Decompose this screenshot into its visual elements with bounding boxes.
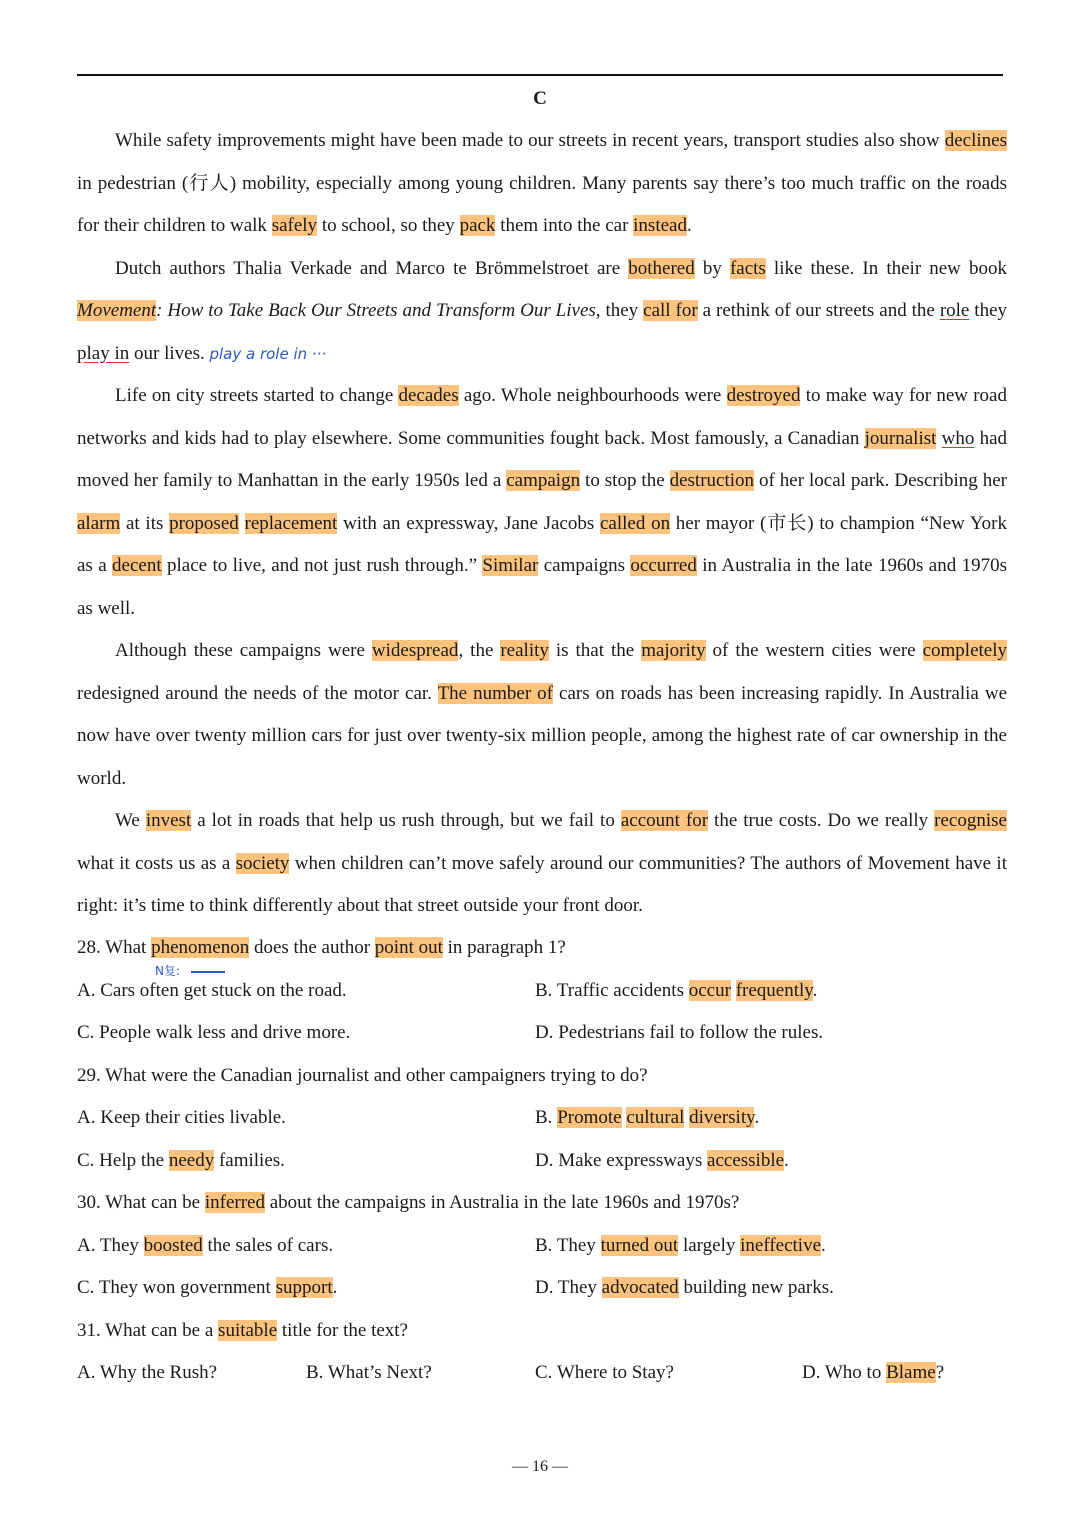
highlight: advocated xyxy=(601,1277,679,1298)
highlight: pack xyxy=(459,215,496,236)
option-29b: B. Promote cultural diversity. xyxy=(535,1107,760,1128)
highlight: diversity xyxy=(689,1107,755,1128)
paragraph-2: Dutch authors Thalia Verkade and Marco te Brömmelstroet are bothered by facts like these. In their new book Movement: How to Take Back Our Streets and Transform Our Lives, they call for a rethink of our streets and the role they play in our lives. play a role in ··· xyxy=(77,257,1008,364)
handwritten-note: play a role in ··· xyxy=(209,344,327,363)
option-31d: D. Who to Blame? xyxy=(802,1362,945,1383)
paragraph-4: Although these campaigns were widespread, the reality is that the majority of the western cities were completely redesigned around the needs of the motor car. The number of cars on roads has been increasing rapidly. In Australia we now have over twenty million cars for just over twenty-six million people, among the highest rate of car ownership in the world. xyxy=(77,640,1008,789)
highlight: declines xyxy=(944,130,1007,151)
highlight: decades xyxy=(398,385,459,406)
highlight: occur xyxy=(688,980,731,1001)
highlight: occurred xyxy=(630,555,697,576)
highlight: account for xyxy=(620,810,709,831)
option-30b: B. They turned out largely ineffective. xyxy=(535,1235,826,1256)
highlight: bothered xyxy=(628,257,695,279)
highlight: widespread xyxy=(371,640,459,661)
highlight: point out xyxy=(374,937,443,958)
highlight: completely xyxy=(922,640,1008,661)
highlight: Similar xyxy=(482,555,539,576)
highlight: society xyxy=(235,852,290,874)
handwritten-note: N复: xyxy=(155,964,181,978)
option-28b: B. Traffic accidents occur frequently. xyxy=(535,980,818,1001)
section-title: C xyxy=(533,88,547,109)
option-28c: C. People walk less and drive more. xyxy=(77,1022,351,1043)
option-31c: C. Where to Stay? xyxy=(535,1362,674,1383)
option-29c: C. Help the needy families. xyxy=(77,1150,285,1171)
highlight: Blame xyxy=(886,1362,936,1383)
question-28: 28. What phenomenon does the author point out in paragraph 1? xyxy=(77,937,566,958)
highlight: needy xyxy=(168,1150,215,1171)
underline: role xyxy=(939,300,970,321)
highlight: The number of xyxy=(437,682,553,704)
option-30a: A. They boosted the sales of cars. xyxy=(77,1235,334,1256)
paragraph-1: While safety improvements might have been made to our streets in recent years, transport studies also show declines in pedestrian (行人) mobility, especially among young children. Many parents say there’s too much traffic on the roads for their children to walk safely to school, so they pack them into the car instead. xyxy=(77,130,1007,236)
highlight: facts xyxy=(729,257,766,279)
question-31: 31. What can be a suitable title for the text? xyxy=(77,1320,408,1341)
highlight: accessible xyxy=(707,1150,785,1171)
highlight: alarm xyxy=(77,512,121,534)
highlight: replacement xyxy=(244,512,338,534)
option-31b: B. What’s Next? xyxy=(306,1362,432,1383)
highlight: safely xyxy=(271,215,318,236)
highlight: suitable xyxy=(218,1320,278,1341)
highlight: call for xyxy=(643,300,698,321)
highlight: reality xyxy=(500,640,549,661)
top-rule xyxy=(77,74,1003,76)
highlight: recognise xyxy=(934,810,1007,831)
underline: who xyxy=(941,427,975,449)
highlight: invest xyxy=(145,810,192,831)
paragraph-3: Life on city streets started to change decades ago. Whole neighbourhoods were destroyed to make way for new road networks and kids had to play elsewhere. Some communities fought back. Most famously, a Canadian journalist who had moved her family to Manhattan in the early 1950s led a campaign to stop the destruction of her local park. Describing her alarm at its proposed replacement with an expressway, Jane Jacobs called on her mayor (市长) to champion “New York as a decent place to live, and not just rush through.” Similar campaigns occurred in Australia in the late 1960s and 1970s as well. xyxy=(77,385,1007,619)
question-30: 30. What can be inferred about the campaigns in Australia in the late 1960s and 1970s? xyxy=(77,1192,740,1213)
underline: play in xyxy=(77,342,130,364)
highlight: proposed xyxy=(169,512,239,534)
highlight: inferred xyxy=(204,1192,265,1213)
book-title-highlight: Movement xyxy=(77,300,157,321)
highlight: cultural xyxy=(626,1107,685,1128)
page-number: — 16 — xyxy=(512,1458,568,1475)
option-29a: A. Keep their cities livable. xyxy=(77,1107,286,1128)
highlight: ineffective xyxy=(740,1235,822,1256)
paragraph-5: We invest a lot in roads that help us rush through, but we fail to account for the true costs. Do we really recognise what it costs us as a society when children can’t move safely around our communities? The authors of Movement have it right: it’s time to think differently about that street outside your front door. xyxy=(77,810,1007,916)
highlight: decent xyxy=(112,555,162,576)
highlight: called on xyxy=(599,512,671,534)
option-29d: D. Make expressways accessible. xyxy=(535,1150,789,1171)
highlight: destruction xyxy=(669,470,755,491)
option-28d: D. Pedestrians fail to follow the rules. xyxy=(535,1022,824,1043)
highlight: Promote xyxy=(557,1107,622,1128)
highlight: journalist xyxy=(864,427,937,449)
option-31a: A. Why the Rush? xyxy=(77,1362,218,1383)
highlight: destroyed xyxy=(726,385,801,406)
highlight: support xyxy=(275,1277,333,1298)
highlight: turned out xyxy=(600,1235,679,1256)
option-30c: C. They won government support. xyxy=(77,1277,338,1298)
highlight: campaign xyxy=(506,470,581,491)
highlight: frequently xyxy=(735,980,813,1001)
option-30d: D. They advocated building new parks. xyxy=(535,1277,834,1298)
highlight: boosted xyxy=(143,1235,203,1256)
question-29: 29. What were the Canadian journalist and other campaigners trying to do? xyxy=(77,1065,648,1086)
highlight: phenomenon xyxy=(151,937,250,958)
handwritten-line xyxy=(191,971,225,973)
highlight: instead xyxy=(633,215,687,236)
passage xyxy=(77,120,1007,928)
option-28a: A. Cars often get stuck on the road. xyxy=(77,980,347,1001)
book-subtitle: : How to Take Back Our Streets and Transform Our Lives xyxy=(156,300,596,321)
highlight: majority xyxy=(641,640,706,661)
